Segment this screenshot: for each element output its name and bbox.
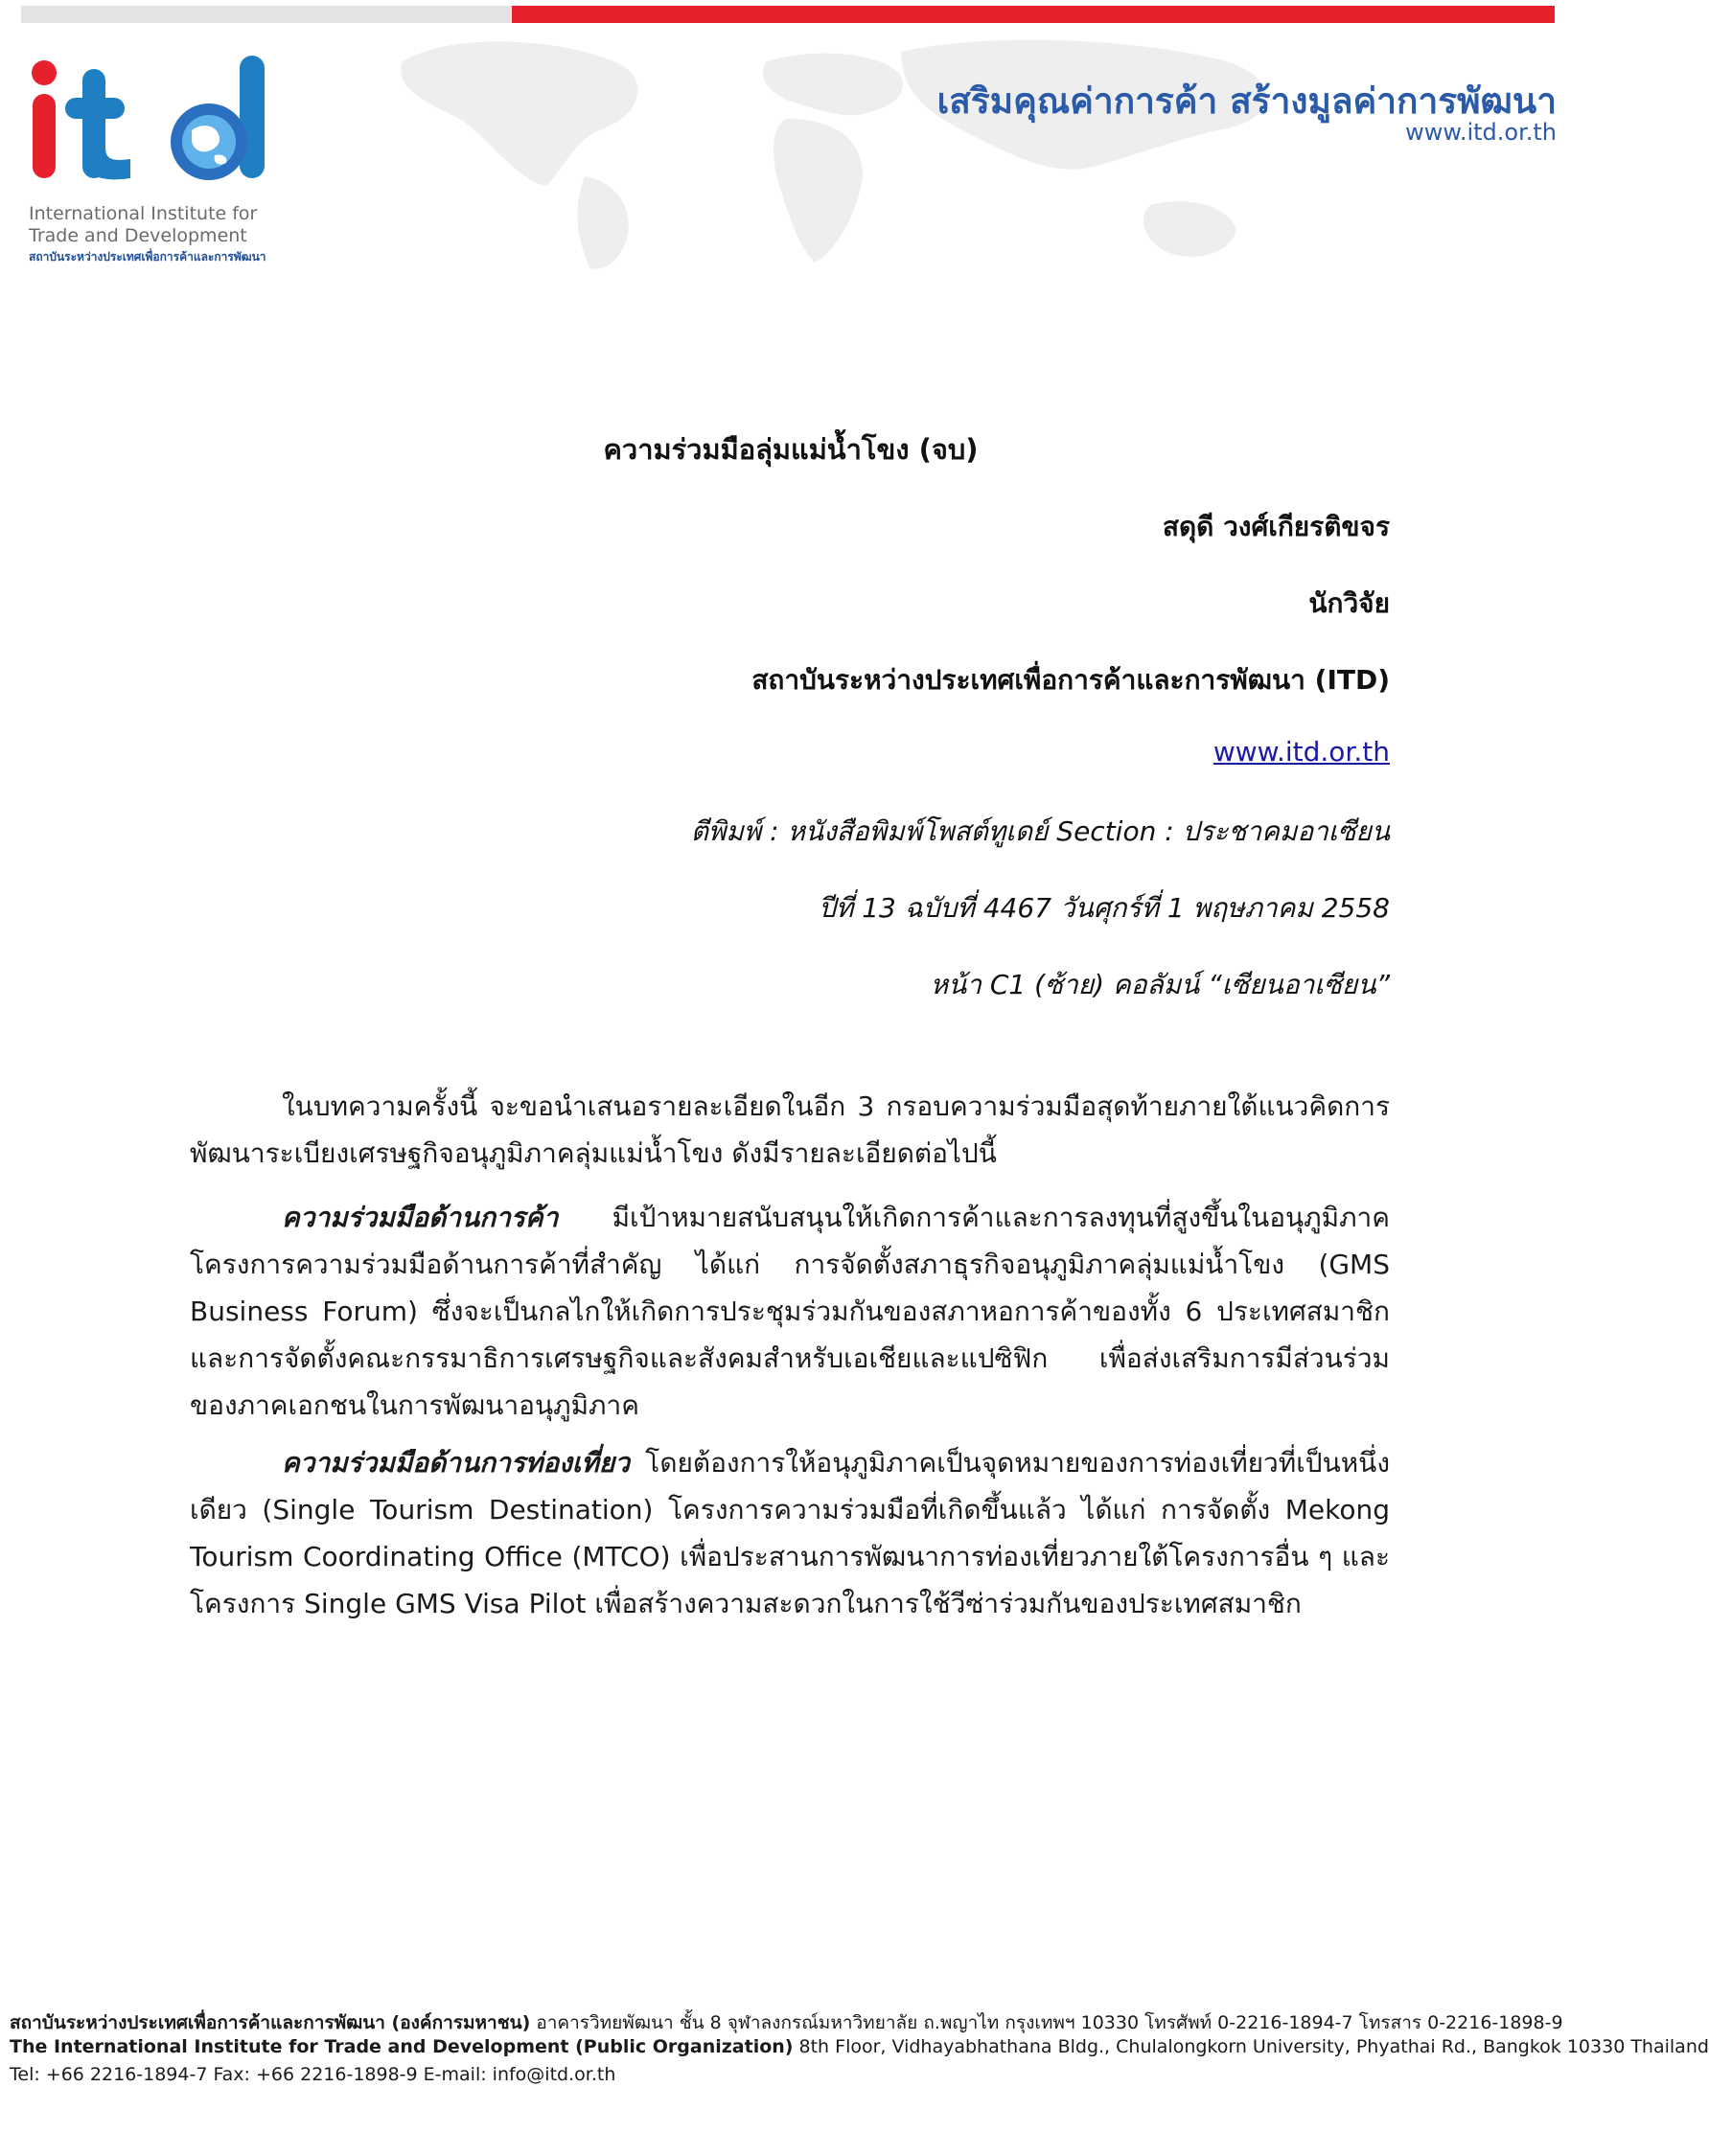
- intro-text: ในบทความครั้งนี้ จะขอนำเสนอรายละเอียดในอีก 3 กรอบความร่วมมือสุดท้ายภายใต้แนวคิดการพัฒนาระเบียงเศรษฐกิจอนุภูมิภาคลุ่มแม่น้ำโขง ดังมีรายละเอียดต่อไปนี้: [190, 1090, 1390, 1169]
- header-bar-grey: [21, 6, 512, 23]
- author-name: สดุดี วงศ์เกียรติขจร: [1162, 511, 1390, 542]
- author-position: นักวิจัย: [1308, 587, 1390, 619]
- trade-paragraph: [190, 1194, 1390, 1429]
- logo-english-line-1: International Institute for: [29, 203, 258, 224]
- publication-page-column: หน้า C1 (ซ้าย) คอลัมน์ “เซียนอาเซียน”: [930, 969, 1390, 1000]
- organization-website-link[interactable]: www.itd.or.th: [1212, 736, 1390, 768]
- world-map-decoration: [364, 23, 1323, 282]
- trade-heading: ความร่วมมือด้านการค้า: [282, 1202, 559, 1233]
- trade-text: มีเป้าหมายสนับสนุนให้เกิดการค้าและการลงทุนที่สูงขึ้นในอนุภูมิภาค โครงการความร่วมมือด้านการค้าที่สำคัญ ได้แก่ การจัดตั้งสภาธุรกิจอนุภูมิภาคลุ่มแม่น้ำโขง (GMS Business Forum) ซึ่งจะเป็นกลไกให้เกิดการประชุมร่วมกันของสภาหอการค้าของทั้ง 6 ประเทศสมาชิก และการจัดตั้งคณะกรรมาธิการเศรษฐกิจและสังคมสำหรับเอเชียและแปซิฟิก เพื่อส่งเสริมการมีส่วนร่วมของภาคเอกชนในการพัฒนาอนุภูมิภาค: [190, 1202, 1390, 1421]
- footer-thai-org: สถาบันระหว่างประเทศเพื่อการค้าและการพัฒนา (องค์การมหาชน): [10, 2012, 531, 2033]
- itd-logo: [27, 56, 278, 266]
- footer-line-thai: [10, 2008, 1572, 2037]
- logo-thai-line: สถาบันระหว่างประเทศเพื่อการค้าและการพัฒนา: [29, 250, 266, 264]
- itd-logo-mark: [27, 56, 278, 199]
- footer-english-org: The International Institute for Trade and Development (Public Organization): [10, 2036, 794, 2057]
- tourism-heading: ความร่วมมือด้านการท่องเที่ยว: [282, 1447, 630, 1479]
- article-title: ความร่วมมือลุ่มแม่น้ำโขง (จบ): [603, 433, 979, 466]
- author-organization: สถาบันระหว่างประเทศเพื่อการค้าและการพัฒนา (ITD): [751, 664, 1390, 696]
- tourism-paragraph: [190, 1439, 1390, 1627]
- publication-issue: ปีที่ 13 ฉบับที่ 4467 วันศุกร์ที่ 1 พฤษภาคม 2558: [819, 892, 1390, 924]
- header-tagline-url: www.itd.or.th: [1405, 119, 1557, 146]
- logo-english-line-2: Trade and Development: [29, 225, 247, 246]
- footer-thai-address: อาคารวิทยพัฒนา ชั้น 8 จุฬาลงกรณ์มหาวิทยาลัย ถ.พญาไท กรุงเทพฯ 10330 โทรศัพท์ 0-2216-1894-7 โทรสาร 0-2216-1898-9: [530, 2012, 1563, 2033]
- tourism-text: โดยต้องการให้อนุภูมิภาคเป็นจุดหมายของการท่องเที่ยวที่เป็นหนึ่งเดียว (Single Tourism Destination) โครงการความร่วมมือที่เกิดขึ้นแล้ว ได้แก่ การจัดตั้ง Mekong Tourism Coordinating Office (MTCO) เพื่อประสานการพัฒนาการท่องเที่ยวภายใต้โครงการอื่น ๆ และโครงการ Single GMS Visa Pilot เพื่อสร้างความสะดวกในการใช้วีซ่าร่วมกันของประเทศสมาชิก: [190, 1447, 1390, 1619]
- header-bar-red: [512, 6, 1555, 23]
- publication-source: ตีพิมพ์ : หนังสือพิมพ์โพสต์ทูเดย์ Section : ประชาคมอาเซียน: [690, 815, 1390, 847]
- footer-contact: Tel: +66 2216-1894-7 Fax: +66 2216-1898-9 E-mail: info@itd.or.th: [10, 2064, 616, 2085]
- footer-english-address: 8th Floor, Vidhayabhathana Bldg., Chulalongkorn University, Phyathai Rd., Bangkok 10330 Thailand: [793, 2036, 1709, 2057]
- intro-paragraph: [190, 1083, 1390, 1177]
- footer-line-english: [10, 2036, 1709, 2057]
- header-tagline: เสริมคุณค่าการค้า สร้างมูลค่าการพัฒนา: [936, 80, 1557, 122]
